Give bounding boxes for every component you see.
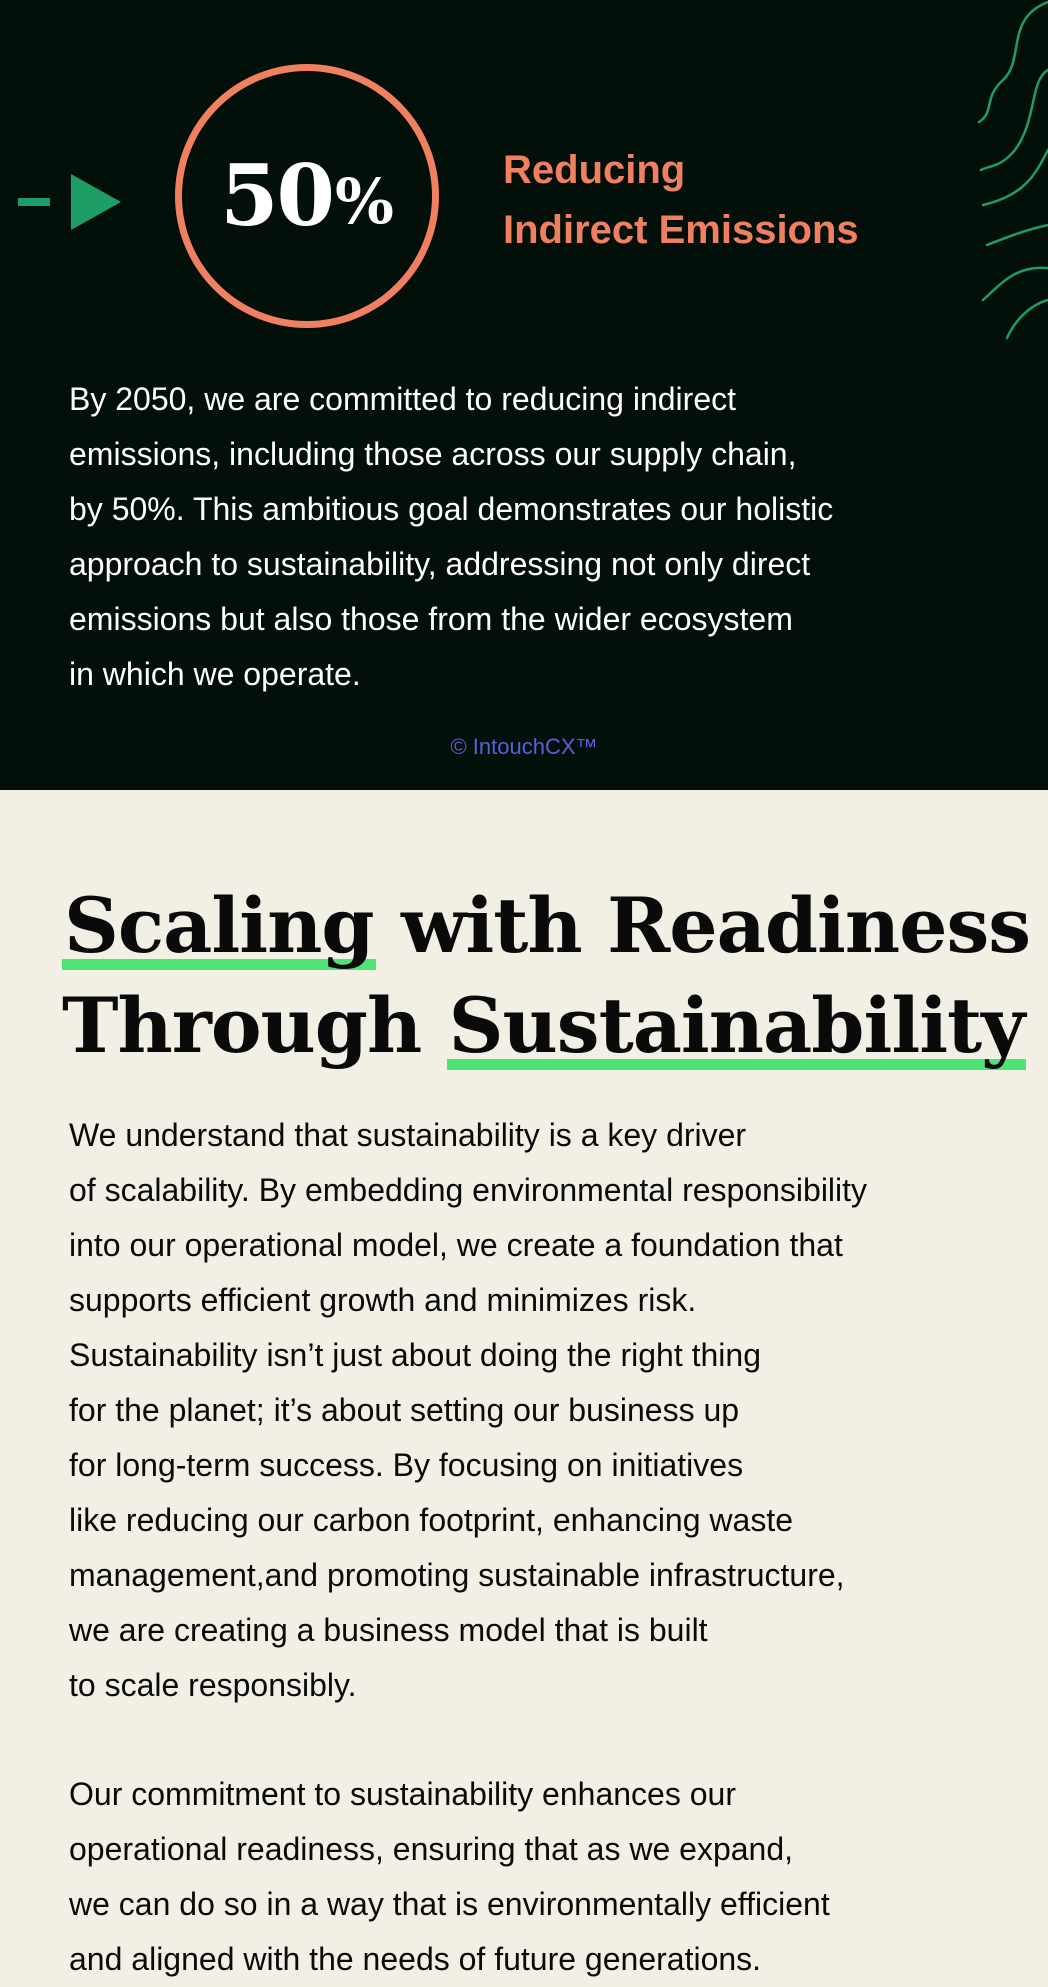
body-paragraph-2: Our commitment to sustainability enhances our operational readiness, ensuring that as we expand, we can do so in a way that is environmentally efficient and aligned with the needs of future generations. <box>69 1776 830 1977</box>
heading-highlight-scaling: Scaling <box>64 881 374 970</box>
hero-body-text: By 2050, we are committed to reducing indirect emissions, including those across our supply chain, by 50%. This ambitious goal demonstrates our holistic approach to sustainability, addressing not only direct emissions but also those from the wider ecosystem in which we operate. <box>69 381 834 692</box>
hero-title <box>503 140 859 260</box>
section-heading <box>62 876 1030 1076</box>
stat-number: 50 <box>220 146 333 245</box>
heading-text-lead2: Through <box>62 981 447 1070</box>
heading-highlight-sustainability: Sustainability <box>448 981 1025 1070</box>
hero-banner <box>0 0 1048 790</box>
heading-text-rest1: with Readiness <box>375 881 1031 970</box>
play-arrow-icon <box>18 172 123 232</box>
hero-title-line1: Reducing <box>503 148 686 192</box>
stat-percent-sign: % <box>334 165 394 238</box>
stat-circle <box>175 64 439 328</box>
copyright-text: © IntouchCX™ <box>450 734 598 759</box>
body-paragraph-1: We understand that sustainability is a key driver of scalability. By embedding environmental responsibility into our operational model, we create a foundation that supports efficient growth and minimizes risk. Sustainability isn’t just about doing the right thing for the planet; it’s about setting our business up for long-term success. By focusing on initiatives like reducing our carbon footprint, enhancing waste management,and promoting sustainable infrastructure, we are creating a business model that is built to scale responsibly. <box>69 1117 868 1703</box>
wave-lines-icon <box>975 0 1048 345</box>
hero-title-line2: Indirect Emissions <box>503 208 859 252</box>
